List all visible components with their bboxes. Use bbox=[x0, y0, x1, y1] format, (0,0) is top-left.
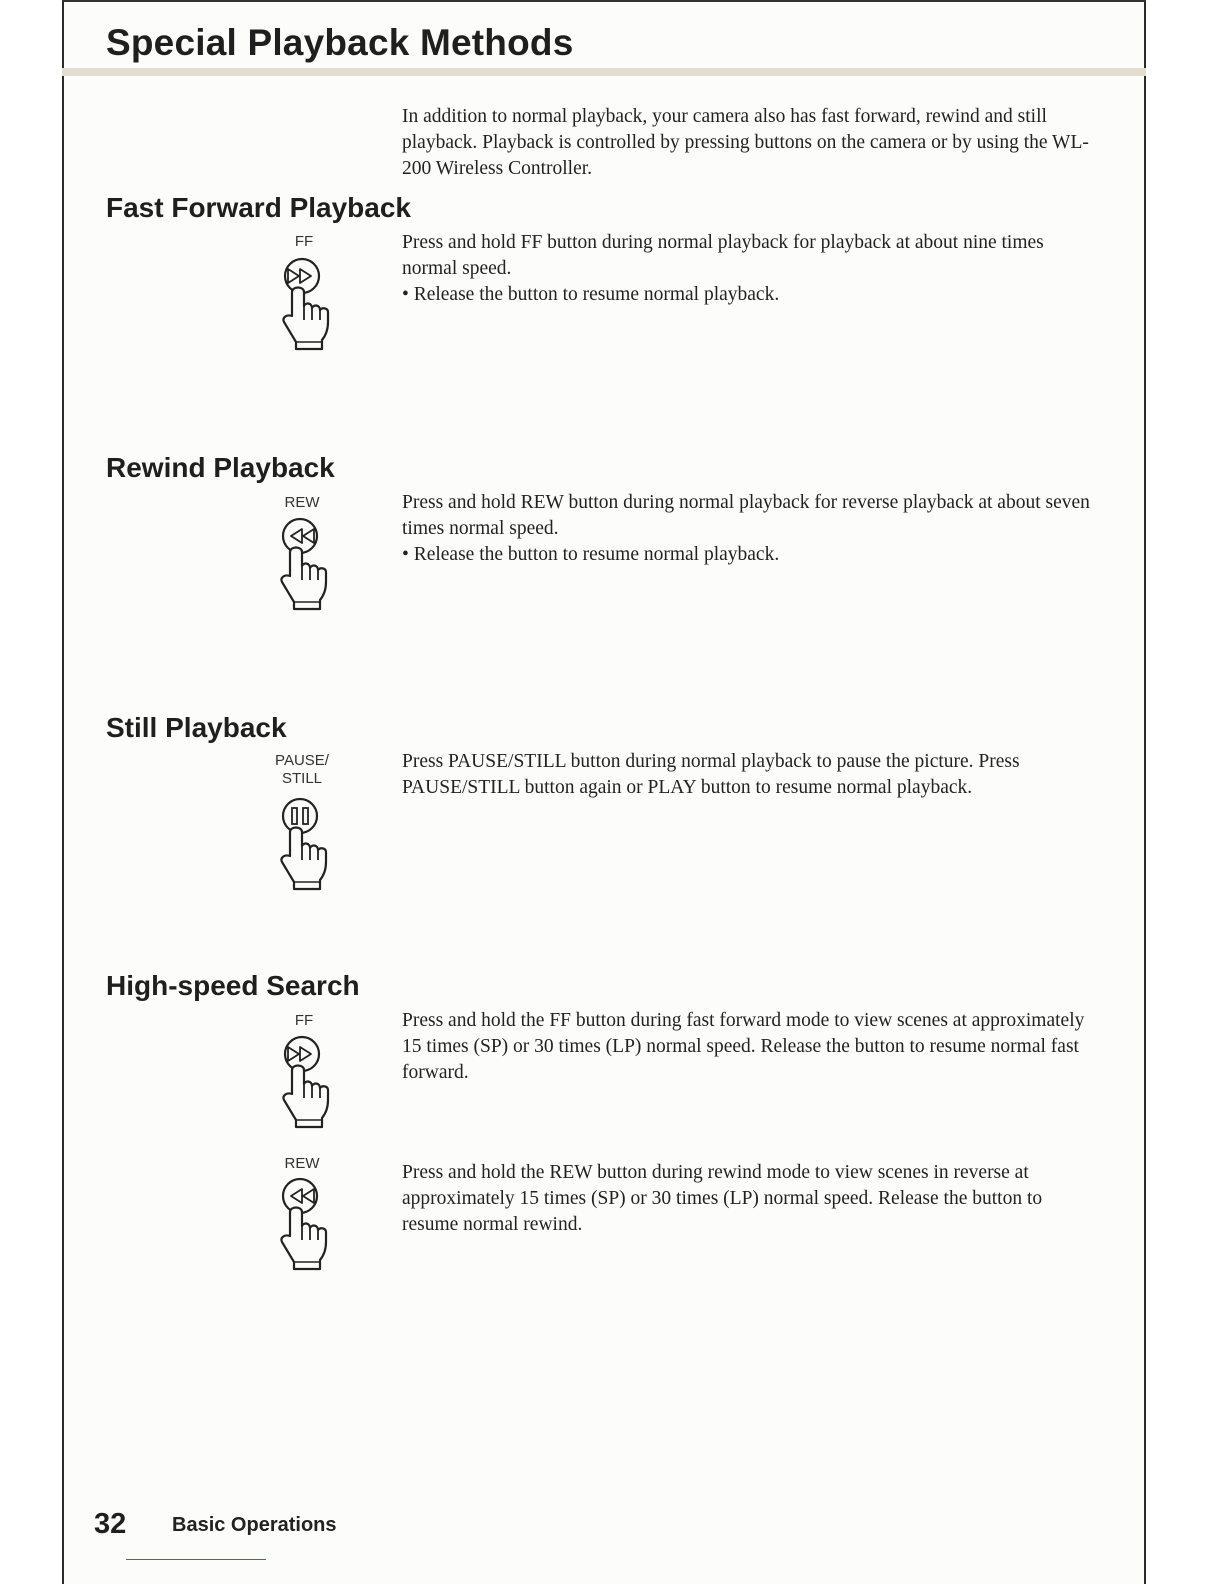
still-description: Press PAUSE/STILL button during normal playback to pause the picture. Press PAUSE/STILL button again or PLAY button to resume normal playback. bbox=[402, 751, 1020, 798]
hs-ff-description: Press and hold the FF button during fast forward mode to view scenes at approximately 15 times (SP) or 30 times (LP) normal speed. Release the button to resume normal fast forward. bbox=[402, 1010, 1085, 1083]
hs-rew-button-press-icon bbox=[270, 1172, 330, 1272]
top-rule bbox=[62, 0, 1146, 2]
rewind-description bbox=[402, 490, 1102, 568]
footer-line bbox=[126, 1559, 266, 1560]
fast-forward-bullet: • Release the button to resume normal playback. bbox=[402, 284, 780, 305]
hs-ff-button-label: FF bbox=[294, 1012, 314, 1029]
rewind-bullet: • Release the button to resume normal playback. bbox=[402, 544, 780, 565]
hs-rew-button-label: REW bbox=[284, 1155, 320, 1172]
ff-button-label: FF bbox=[294, 233, 314, 250]
pause-label-line1: PAUSE/ bbox=[275, 752, 329, 769]
ff-button-press-icon bbox=[272, 252, 332, 352]
fast-forward-description bbox=[402, 230, 1102, 308]
rew-button-label: REW bbox=[284, 494, 320, 511]
pause-button-press-icon bbox=[270, 792, 330, 892]
heading-still: Still Playback bbox=[106, 712, 287, 743]
page-title: Special Playback Methods bbox=[106, 22, 574, 63]
pause-label-line2: STILL bbox=[281, 770, 323, 787]
title-underline-bar bbox=[62, 68, 1146, 76]
pause-still-button-label bbox=[262, 752, 342, 788]
heading-fast-forward: Fast Forward Playback bbox=[106, 192, 412, 223]
intro-paragraph: In addition to normal playback, your camera also has fast forward, rewind and still playback. Playback is controlled by pressing buttons on the camera or by using the WL-200 Wireless Controller. bbox=[402, 106, 1089, 179]
page-number: 32 bbox=[94, 1508, 127, 1540]
rew-button-press-icon bbox=[270, 512, 330, 612]
hs-ff-button-press-icon bbox=[272, 1030, 332, 1130]
hs-rew-description: Press and hold the REW button during rewind mode to view scenes in reverse at approximately 15 times (SP) or 30 times (LP) normal speed. Release the button to resume normal rewind. bbox=[402, 1162, 1043, 1235]
heading-high-speed-search: High-speed Search bbox=[106, 970, 360, 1001]
footer-section-label: Basic Operations bbox=[172, 1514, 337, 1536]
heading-rewind: Rewind Playback bbox=[106, 452, 335, 483]
rewind-text: Press and hold REW button during normal playback for reverse playback at about seven times normal speed. bbox=[402, 492, 1090, 539]
fast-forward-text: Press and hold FF button during normal playback for playback at about nine times normal speed. bbox=[402, 232, 1044, 279]
